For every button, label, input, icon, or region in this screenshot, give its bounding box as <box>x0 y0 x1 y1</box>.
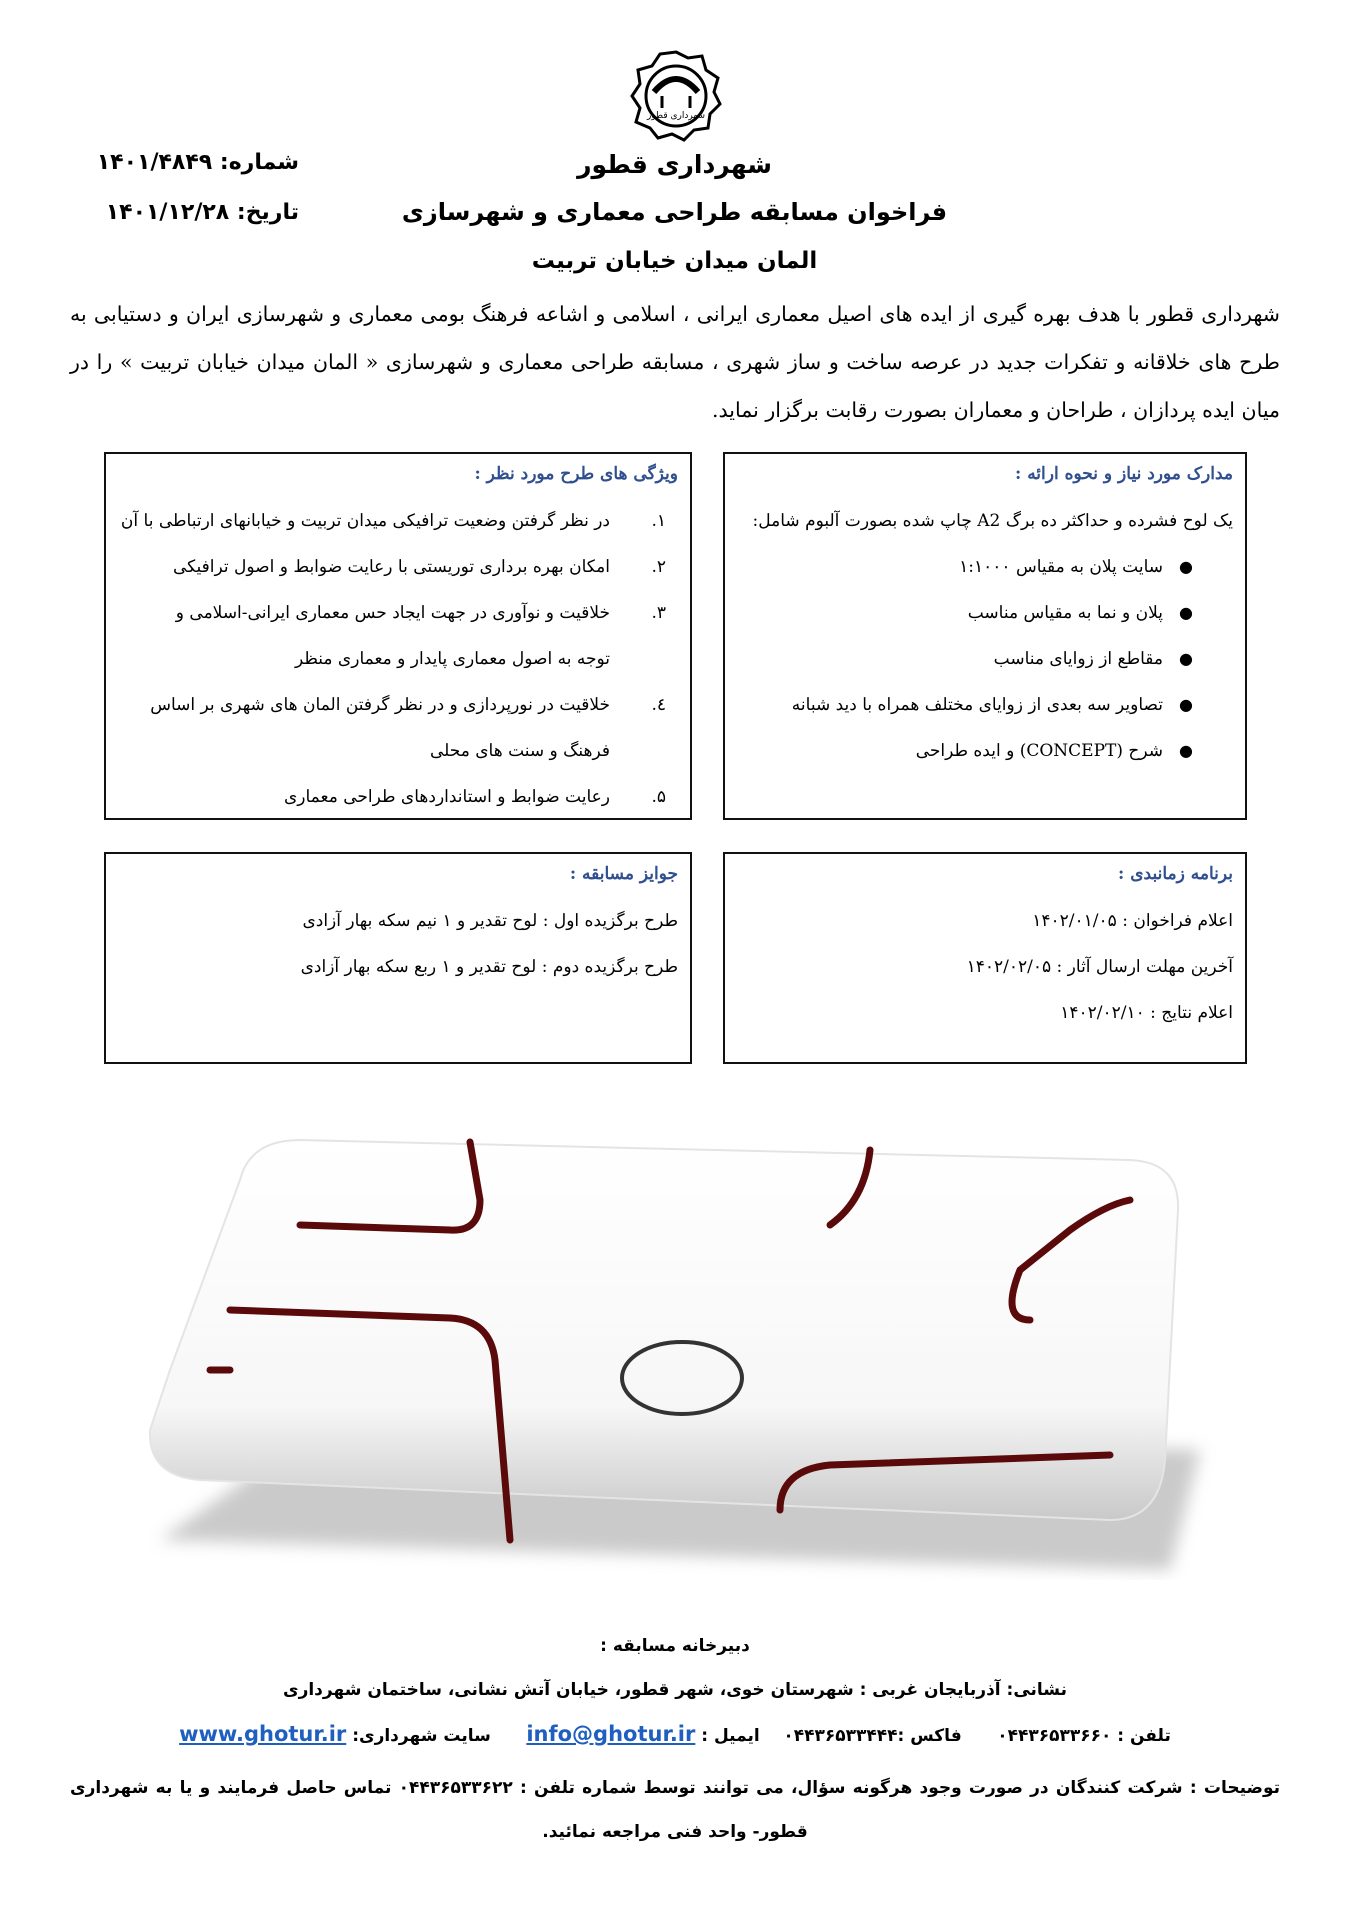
schedule-box <box>723 852 1247 1064</box>
documents-lead: یک لوح فشرده و حداکثر ده برگ A2 چاپ شده بصورت آلبوم شامل: <box>752 511 1233 531</box>
organization-title: شهرداری قطور <box>577 150 772 179</box>
schedule-item: آخرین مهلت ارسال آثار : ۱۴۰۲/۰۲/۰۵ <box>966 957 1233 977</box>
intro-paragraph: شهرداری قطور با هدف بهره گیری از ایده های اصیل معماری ایرانی ، اسلامی و اشاعه فرهنگ بومی معماری و شهرسازی ایران و دستیابی به طرح های خلاقانه و تفکرات جدید در عرصه ساخت و ساز شهری ، مسابقه طراحی معماری و شهرسازی « المان میدان خیابان تربیت » را در میان ایده پردازان ، طراحان و معماران بصورت رقابت برگزار نماید. <box>70 302 1280 422</box>
municipality-logo <box>628 48 724 144</box>
bullet-icon: ● <box>1179 557 1193 576</box>
prize-item: طرح برگزیده اول : لوح تقدیر و ۱ نیم سکه بهار آزادی <box>302 911 678 931</box>
features-box <box>104 452 692 820</box>
features-item: ۳. خلاقیت و نوآوری در جهت ایجاد حس معماری ایرانی-اسلامی و <box>175 603 666 623</box>
prize-item: طرح برگزیده دوم : لوح تقدیر و ۱ ربع سکه بهار آزادی <box>300 957 678 977</box>
bullet-icon: ● <box>1179 695 1193 714</box>
schedule-item: اعلام نتایج : ۱۴۰۲/۰۲/۱۰ <box>1060 1003 1233 1023</box>
contest-title: فراخوان مسابقه طراحی معماری و شهرسازی <box>401 198 948 226</box>
email-link[interactable]: info@ghotur.ir <box>526 1722 696 1746</box>
features-item: ۲. امکان بهره برداری توریستی با رعایت ضوابط و اصول ترافیکی <box>172 557 666 577</box>
letter-number <box>97 150 299 175</box>
date-label: تاریخ: <box>236 200 299 225</box>
site-plan-image <box>130 1120 1220 1580</box>
documents-item: ● تصاویر سه بعدی از زوایای مختلف همراه با دید شبانه <box>737 682 1233 728</box>
email-label: ایمیل : <box>701 1726 760 1746</box>
documents-item: ● پلان و نما به مقیاس مناسب <box>737 590 1233 636</box>
documents-item: ● مقاطع از زوایای مناسب <box>737 636 1233 682</box>
phone-number: تلفن : ۰۴۴۳۶۵۳۳۶۶۰ <box>997 1726 1171 1746</box>
notes-paragraph: توضیحات : شرکت کنندگان در صورت وجود هرگونه سؤال، می توانند توسط شماره تلفن : ۰۴۴۳۶۵۳۳۶۲۲ تماس حاصل فرمایند و یا به شهرداری قطور- واحد فنی مراجعه نمائید. <box>70 1778 1280 1842</box>
features-heading: ویژگی های طرح مورد نظر : <box>474 464 678 484</box>
number-label: شماره: <box>219 150 299 175</box>
bullet-icon: ● <box>1179 603 1193 622</box>
address-line: نشانی: آذربایجان غربی : شهرستان خوی، شهر قطور، خیابان آتش نشانی، ساختمان شهرداری <box>282 1680 1067 1700</box>
features-item-continued: فرهنگ و سنت های محلی <box>429 741 610 761</box>
features-item-continued: توجه به اصول معماری پایدار و معماری منظر <box>294 649 610 669</box>
date-value: ۱۴۰۱/۱۲/۲۸ <box>105 200 230 225</box>
website-link[interactable]: www.ghotur.ir <box>179 1722 347 1746</box>
documents-item: ● شرح (CONCEPT) و ایده طراحی <box>737 728 1233 774</box>
prizes-box <box>104 852 692 1064</box>
documents-item: ● سایت پلان به مقیاس ۱:۱۰۰۰ <box>737 544 1233 590</box>
letter-date <box>106 200 299 225</box>
schedule-item: اعلام فراخوان : ۱۴۰۲/۰۱/۰۵ <box>1032 911 1233 931</box>
plan-tile <box>150 1140 1178 1520</box>
fax-number: فاکس :۰۴۴۳۶۵۳۳۴۴۴ <box>783 1726 962 1746</box>
features-item: ٤. خلاقیت در نورپردازی و در نظر گرفتن المان های شهری بر اساس <box>150 695 666 715</box>
documents-heading: مدارک مورد نیاز و نحوه ارائه : <box>1015 464 1233 484</box>
number-value: ۱۴۰۱/۴۸۴۹ <box>96 150 213 175</box>
contact-line <box>60 1722 1290 1746</box>
site-label: سایت شهرداری: <box>352 1726 491 1746</box>
bullet-icon: ● <box>1179 741 1193 760</box>
subject-title: المان میدان خیابان تربیت <box>531 248 818 274</box>
prizes-heading: جوایز مسابقه : <box>569 864 678 884</box>
features-item: ۱. در نظر گرفتن وضعیت ترافیکی میدان تربیت و خیابانهای ارتباطی با آن <box>120 511 666 531</box>
svg-text:شهرداری قطور: شهرداری قطور <box>646 111 706 121</box>
secretariat-label: دبیرخانه مسابقه : <box>600 1636 750 1656</box>
documents-box <box>723 452 1247 820</box>
bullet-icon: ● <box>1179 649 1193 668</box>
schedule-heading: برنامه زمانبدی : <box>1118 864 1233 884</box>
features-item: ۵. رعایت ضوابط و استانداردهای طراحی معماری <box>283 787 666 807</box>
